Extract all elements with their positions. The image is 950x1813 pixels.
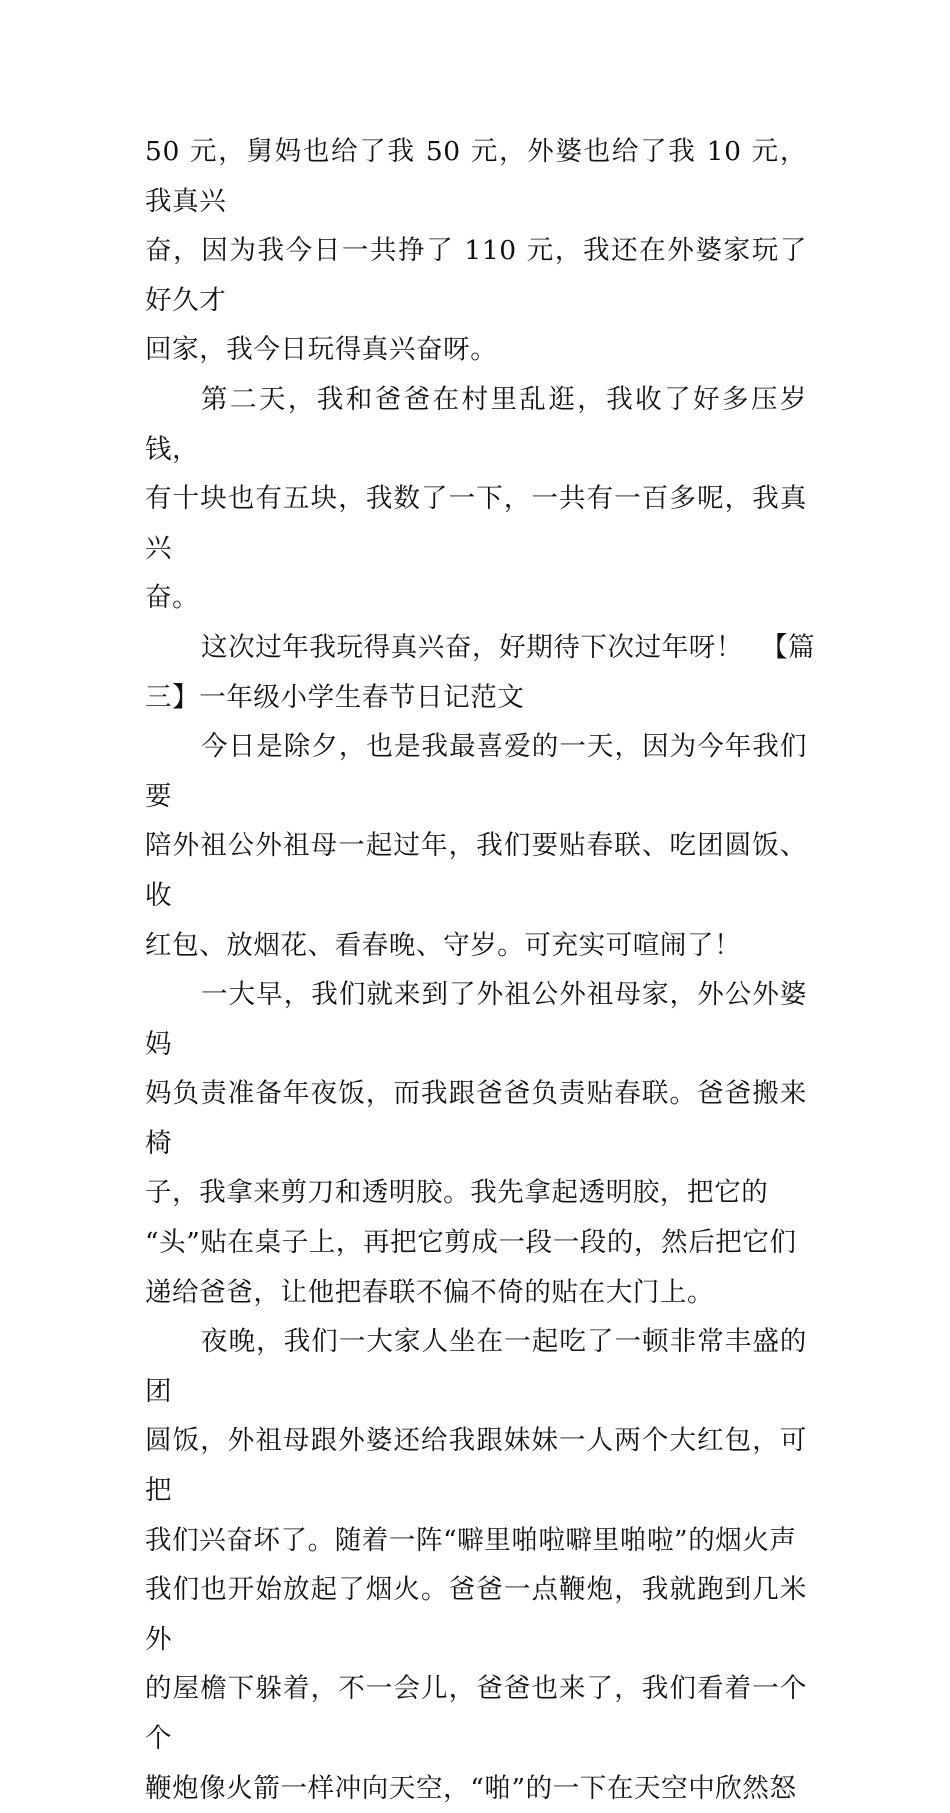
paragraph-1 <box>145 127 807 375</box>
text-line: 陪外祖公外祖母一起过年，我们要贴春联、吃团圆饭、收 <box>145 830 807 911</box>
text-line: 夜晚，我们一大家人坐在一起吃了一顿非常丰盛的团 <box>145 1326 807 1407</box>
text-line: 回家，我今日玩得真兴奋呀。 <box>145 334 498 366</box>
text-line: 50 元，舅妈也给了我 50 元，外婆也给了我 10 元，我真兴 <box>145 136 807 217</box>
section-heading: 三】一年级小学生春节日记范文 <box>145 681 525 713</box>
document-page <box>145 127 816 1813</box>
paragraph-3 <box>145 623 816 722</box>
text-line: 有十块也有五块，我数了一下，一共有一百多呢，我真兴 <box>145 483 807 564</box>
text-line: 奋，因为我今日一共挣了 110 元，我还在外婆家玩了好久才 <box>145 235 807 316</box>
text-line: 圆饭，外祖母跟外婆还给我跟妹妹一人两个大红包，可把 <box>145 1425 807 1507</box>
text-line: 红包、放烟花、看春晚、守岁。可充实可喧闹了！ <box>145 929 742 961</box>
text-line: 递给爸爸，让他把春联不偏不倚的贴在大门上。 <box>145 1276 715 1308</box>
paragraph-6 <box>145 1317 807 1813</box>
paragraph-5 <box>145 970 807 1317</box>
text-line: 我们也开始放起了烟火。爸爸一点鞭炮，我就跑到几米外 <box>145 1574 807 1655</box>
text-line: 子，我拿来剪刀和透明胶。我先拿起透明胶，把它的 <box>145 1177 769 1209</box>
text-line: 我们兴奋坏了。随着一阵“噼里啪啦噼里啪啦”的烟火声 <box>145 1524 797 1556</box>
text-line: 第二天，我和爸爸在村里乱逛，我收了好多压岁钱， <box>145 383 807 465</box>
text-line: 奋。 <box>145 582 200 614</box>
paragraph-4 <box>145 722 807 970</box>
paragraph-2 <box>145 375 807 623</box>
text-line: “头”贴在桌子上，再把它剪成一段一段的，然后把它们 <box>145 1227 797 1259</box>
text-line: 这次过年我玩得真兴奋，好期待下次过年呀！ 【篇 <box>201 631 816 663</box>
text-line: 妈负责准备年夜饭，而我跟爸爸负责贴春联。爸爸搬来椅 <box>145 1078 807 1159</box>
text-line: 的屋檐下躲着，不一会儿，爸爸也来了，我们看着一个个 <box>145 1673 807 1754</box>
text-line: 一大早，我们就来到了外祖公外祖母家，外公外婆妈 <box>145 979 807 1060</box>
text-line: 鞭炮像火箭一样冲向天空，“啪”的一下在天空中欣然怒 <box>145 1772 797 1804</box>
text-line: 今日是除夕，也是我最喜爱的一天，因为今年我们要 <box>145 731 807 812</box>
